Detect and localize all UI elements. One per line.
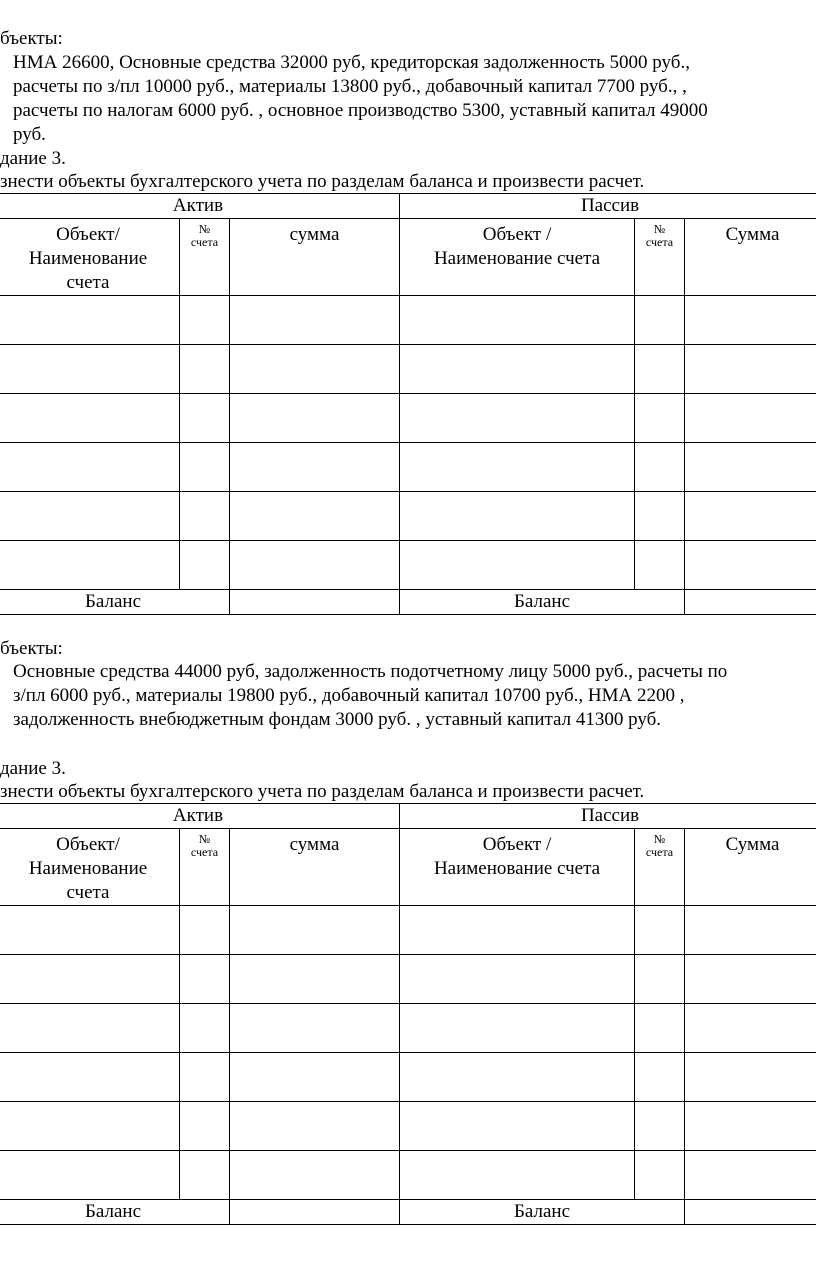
table-cell[interactable] [400,1053,635,1102]
table-cell[interactable] [0,1004,180,1053]
liability-object-header [400,219,635,296]
table-cell[interactable] [685,541,816,590]
table-cell[interactable] [635,443,685,492]
table-cell[interactable] [180,1102,230,1151]
objects-label-1: бъекты: [0,28,63,49]
asset-object-line: Наименование [28,858,148,879]
table-cell[interactable] [180,955,230,1004]
asset-balance-value[interactable] [230,590,400,615]
table-cell[interactable] [0,394,180,443]
table-cell[interactable] [230,1053,400,1102]
table-row [0,1053,816,1102]
asset-header: Актив [0,194,400,219]
asset-object-line: Наименование [28,248,148,269]
balance-table-2 [0,803,816,1225]
table-cell[interactable] [0,541,180,590]
table-cell[interactable] [400,394,635,443]
account-no-symbol: № [198,832,211,846]
table-cell[interactable] [685,955,816,1004]
table-cell[interactable] [0,443,180,492]
objects-list-1 [13,51,708,147]
table-row [0,492,816,541]
table-cell[interactable] [635,1004,685,1053]
table-cell[interactable] [0,906,180,955]
table-cell[interactable] [180,296,230,345]
asset-object-line: Объект/ [56,834,120,855]
table-cell[interactable] [400,345,635,394]
objects-line: НМА 26600, Основные средства 32000 руб, кредиторская задолженность 5000 руб., [13,52,690,73]
table-row [0,345,816,394]
objects-list-2 [13,660,727,732]
asset-amount-header: сумма [230,219,400,296]
objects-line: расчеты по з/пл 10000 руб., материалы 13800 руб., добавочный капитал 7700 руб., , [13,76,687,97]
table-cell[interactable] [635,296,685,345]
table-cell[interactable] [685,394,816,443]
table-cell[interactable] [635,345,685,394]
asset-account-no-header [180,829,230,906]
table-cell[interactable] [685,1053,816,1102]
table-cell[interactable] [685,296,816,345]
table-cell[interactable] [0,1151,180,1200]
table-cell[interactable] [230,492,400,541]
account-no-symbol: № [653,832,666,846]
table-cell[interactable] [0,1102,180,1151]
table-row [0,906,816,955]
table-cell[interactable] [400,541,635,590]
table-row [0,955,816,1004]
table-cell[interactable] [635,1151,685,1200]
asset-balance-value[interactable] [230,1200,400,1225]
liability-amount-header: Сумма [685,219,816,296]
liability-account-no-header [635,219,685,296]
table-cell[interactable] [685,906,816,955]
account-no-word: счета [190,845,219,859]
liability-header: Пассив [400,194,816,219]
table-cell[interactable] [685,1151,816,1200]
liability-balance-value[interactable] [685,1200,816,1225]
balance-total-row [0,590,816,615]
table-cell[interactable] [400,443,635,492]
table-header-row [0,194,816,219]
table-cell[interactable] [685,345,816,394]
table-cell[interactable] [400,955,635,1004]
table-cell[interactable] [400,1004,635,1053]
table-row [0,296,816,345]
table-cell[interactable] [685,443,816,492]
table-cell[interactable] [230,394,400,443]
objects-line: расчеты по налогам 6000 руб. , основное производство 5300, уставный капитал 49000 [13,100,708,121]
table-cell[interactable] [230,443,400,492]
table-cell[interactable] [635,1053,685,1102]
liability-balance-label: Баланс [400,590,685,615]
asset-object-header [0,829,180,906]
table-cell[interactable] [400,492,635,541]
table-cell[interactable] [400,906,635,955]
table-cell[interactable] [230,345,400,394]
asset-header: Актив [0,804,400,829]
table-cell[interactable] [180,906,230,955]
table-cell[interactable] [0,345,180,394]
table-cell[interactable] [230,296,400,345]
table-row [0,1102,816,1151]
objects-line: руб. [13,124,46,145]
table-cell[interactable] [180,443,230,492]
asset-balance-label: Баланс [0,1200,230,1225]
table-cell[interactable] [400,296,635,345]
account-no-symbol: № [198,222,211,236]
table-header-row [0,804,816,829]
table-cell[interactable] [685,1102,816,1151]
table-cell[interactable] [635,906,685,955]
table-cell[interactable] [230,541,400,590]
table-cell[interactable] [635,541,685,590]
objects-line: Основные средства 44000 руб, задолженность подотчетному лицу 5000 руб., расчеты по [13,661,728,682]
asset-object-header [0,219,180,296]
asset-object-line: счета [66,882,110,903]
liability-object-line: Объект / [482,224,552,245]
table-cell[interactable] [635,492,685,541]
objects-line: задолженность внебюджетным фондам 3000 руб. , уставный капитал 41300 руб. [13,709,662,730]
table-cell[interactable] [400,1102,635,1151]
table-cell[interactable] [230,906,400,955]
objects-label-2: бъекты: [0,638,63,659]
account-no-word: счета [190,235,219,249]
liability-account-no-header [635,829,685,906]
table-cell[interactable] [230,1004,400,1053]
liability-object-line: Наименование счета [433,248,601,269]
table-row [0,443,816,492]
table-cell[interactable] [180,1004,230,1053]
asset-object-line: счета [66,272,110,293]
table-cell[interactable] [180,541,230,590]
table-cell[interactable] [230,955,400,1004]
table-cell[interactable] [180,492,230,541]
balance-table-1 [0,193,816,615]
task-text-2: знести объекты бухгалтерского учета по разделам баланса и произвести расчет. [0,781,645,802]
account-no-word: счета [645,235,674,249]
liability-object-header [400,829,635,906]
task-label-1: дание 3. [0,148,66,169]
account-no-symbol: № [653,222,666,236]
table-cell[interactable] [685,1004,816,1053]
table-row [0,1151,816,1200]
task-label-2: дание 3. [0,758,66,779]
liability-object-line: Наименование счета [433,858,601,879]
asset-account-no-header [180,219,230,296]
table-cell[interactable] [400,1151,635,1200]
table-subheader-row [0,829,816,906]
asset-object-line: Объект/ [56,224,120,245]
table-cell[interactable] [180,345,230,394]
table-cell[interactable] [0,492,180,541]
table-cell[interactable] [635,955,685,1004]
table-cell[interactable] [180,1053,230,1102]
table-subheader-row [0,219,816,296]
table-cell[interactable] [635,1102,685,1151]
table-cell[interactable] [230,1102,400,1151]
table-cell[interactable] [180,1151,230,1200]
liability-amount-header: Сумма [685,829,816,906]
table-row [0,541,816,590]
table-cell[interactable] [180,394,230,443]
liability-header: Пассив [400,804,816,829]
table-row [0,1004,816,1053]
table-cell[interactable] [685,492,816,541]
table-cell[interactable] [0,955,180,1004]
table-cell[interactable] [635,394,685,443]
liability-balance-label: Баланс [400,1200,685,1225]
objects-line: з/пл 6000 руб., материалы 19800 руб., добавочный капитал 10700 руб., НМА 2200 , [13,685,685,706]
table-cell[interactable] [230,1151,400,1200]
table-cell[interactable] [0,296,180,345]
table-cell[interactable] [0,1053,180,1102]
asset-amount-header: сумма [230,829,400,906]
table-row [0,394,816,443]
task-text-1: знести объекты бухгалтерского учета по разделам баланса и произвести расчет. [0,171,645,192]
asset-balance-label: Баланс [0,590,230,615]
account-no-word: счета [645,845,674,859]
liability-object-line: Объект / [482,834,552,855]
balance-total-row [0,1200,816,1225]
liability-balance-value[interactable] [685,590,816,615]
